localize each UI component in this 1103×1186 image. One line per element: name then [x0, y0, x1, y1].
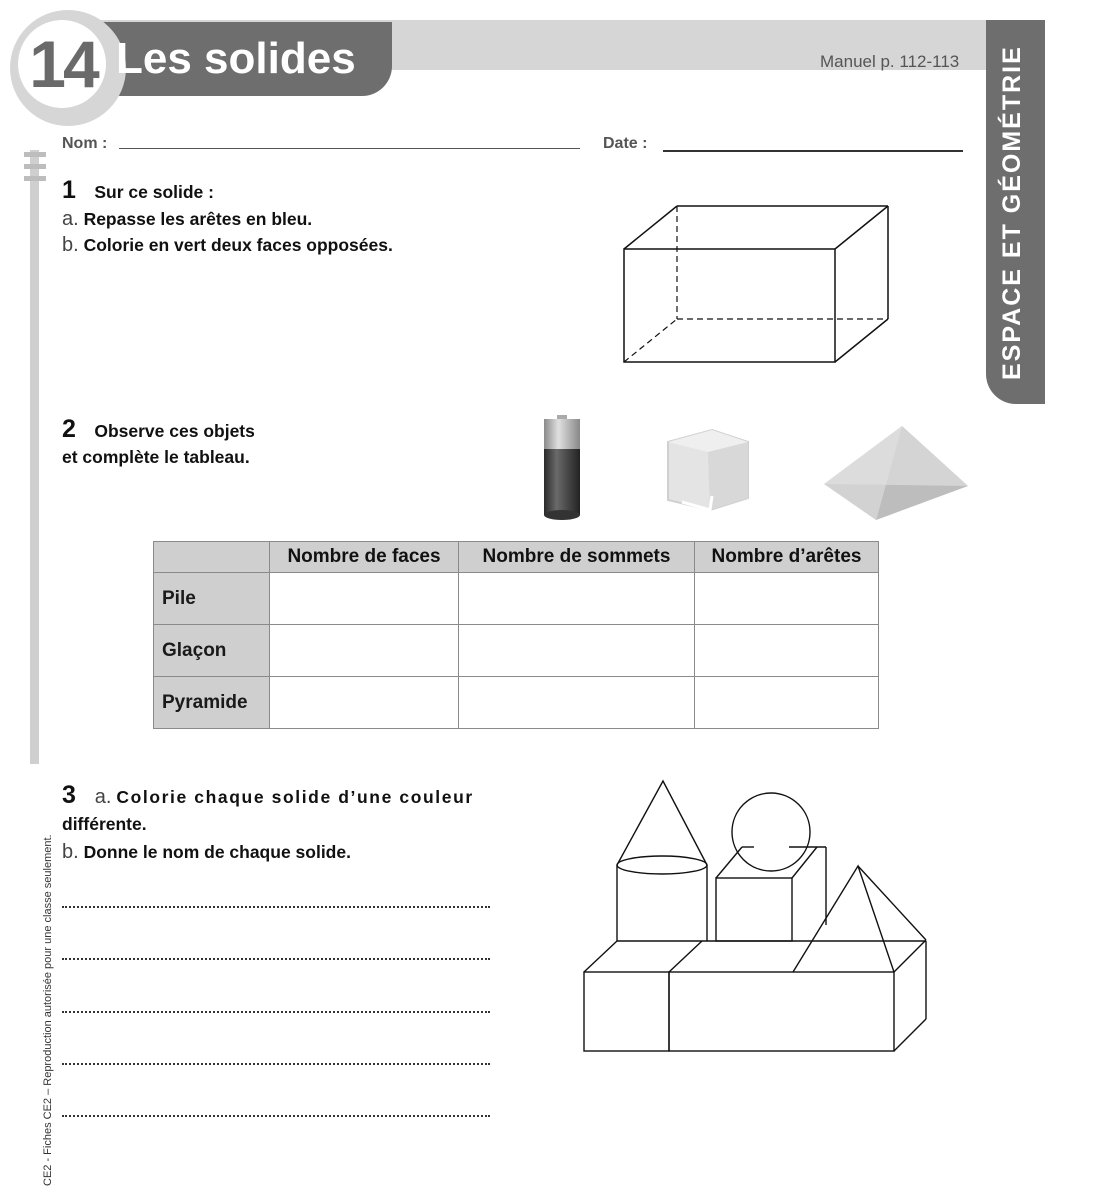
answer-cell[interactable] [695, 573, 879, 625]
table-row [154, 677, 879, 729]
date-label: Date : [603, 135, 648, 152]
exercise-2-line1: Observe ces objets [94, 421, 255, 441]
section-label: ESPACE ET GÉOMÉTRIE [998, 45, 1026, 380]
date-line[interactable] [663, 150, 963, 152]
item-letter: b. [62, 841, 79, 863]
answer-cell[interactable] [270, 677, 459, 729]
answer-cell[interactable] [459, 625, 695, 677]
item-letter: b. [62, 234, 79, 256]
name-label: Nom : [62, 135, 108, 152]
answer-cell[interactable] [695, 625, 879, 677]
exercise-1-intro: Sur ce solide : [94, 182, 214, 202]
answer-cell[interactable] [459, 573, 695, 625]
copyright-note: CE2 - Fiches CE2 – Reproduction autorisée pour une classe seulement. [42, 834, 54, 1186]
table-row [154, 573, 879, 625]
item-text: Colorie chaque solide d’une couleur [116, 787, 474, 807]
answer-cell[interactable] [695, 677, 879, 729]
answer-line-3[interactable] [62, 1011, 490, 1013]
exercise-1 [62, 176, 214, 205]
name-line[interactable] [119, 148, 580, 149]
exercise-3-item-a-cont: différente. [62, 814, 147, 834]
row-label-pyramide: Pyramide [154, 677, 270, 729]
sheet-number: 14 [29, 27, 97, 101]
table-header-edges: Nombre d’arêtes [695, 542, 879, 573]
exercise-3-number: 3 [62, 781, 76, 809]
exercise-3-item-a [62, 781, 490, 810]
page-title: Les solides [116, 34, 356, 83]
table-row [154, 625, 879, 677]
solids-table [153, 541, 879, 729]
ice-cube-image [662, 424, 752, 512]
exercise-3-item-b [62, 841, 351, 864]
item-text: Colorie en vert deux faces opposées. [83, 235, 393, 255]
solids-composition-figure[interactable] [580, 775, 935, 1057]
item-letter: a. [94, 786, 112, 808]
exercise-2-line2: et complète le tableau. [62, 447, 250, 467]
row-label-pile: Pile [154, 573, 270, 625]
answer-cell[interactable] [459, 677, 695, 729]
answer-line-2[interactable] [62, 958, 490, 960]
table-header-empty [154, 542, 270, 573]
manual-reference: Manuel p. 112-113 [820, 52, 960, 71]
table-header-faces: Nombre de faces [270, 542, 459, 573]
answer-line-5[interactable] [62, 1115, 490, 1117]
pyramid-image [820, 422, 972, 524]
exercise-1-item-a [62, 208, 312, 231]
answer-line-1[interactable] [62, 906, 490, 908]
item-text: Repasse les arêtes en bleu. [83, 209, 313, 229]
battery-image [538, 413, 586, 523]
left-margin-marks [24, 152, 46, 188]
left-margin-bar [30, 150, 39, 764]
item-text: Donne le nom de chaque solide. [83, 842, 351, 862]
exercise-2 [62, 415, 255, 444]
answer-line-4[interactable] [62, 1063, 490, 1065]
exercise-1-item-b [62, 234, 393, 257]
row-label-glacon: Glaçon [154, 625, 270, 677]
answer-cell[interactable] [270, 625, 459, 677]
exercise-1-number: 1 [62, 176, 76, 204]
cuboid-figure[interactable] [615, 198, 900, 370]
exercise-2-number: 2 [62, 415, 76, 443]
item-letter: a. [62, 208, 79, 230]
table-header-row [154, 542, 879, 573]
answer-cell[interactable] [270, 573, 459, 625]
table-header-vertices: Nombre de sommets [459, 542, 695, 573]
